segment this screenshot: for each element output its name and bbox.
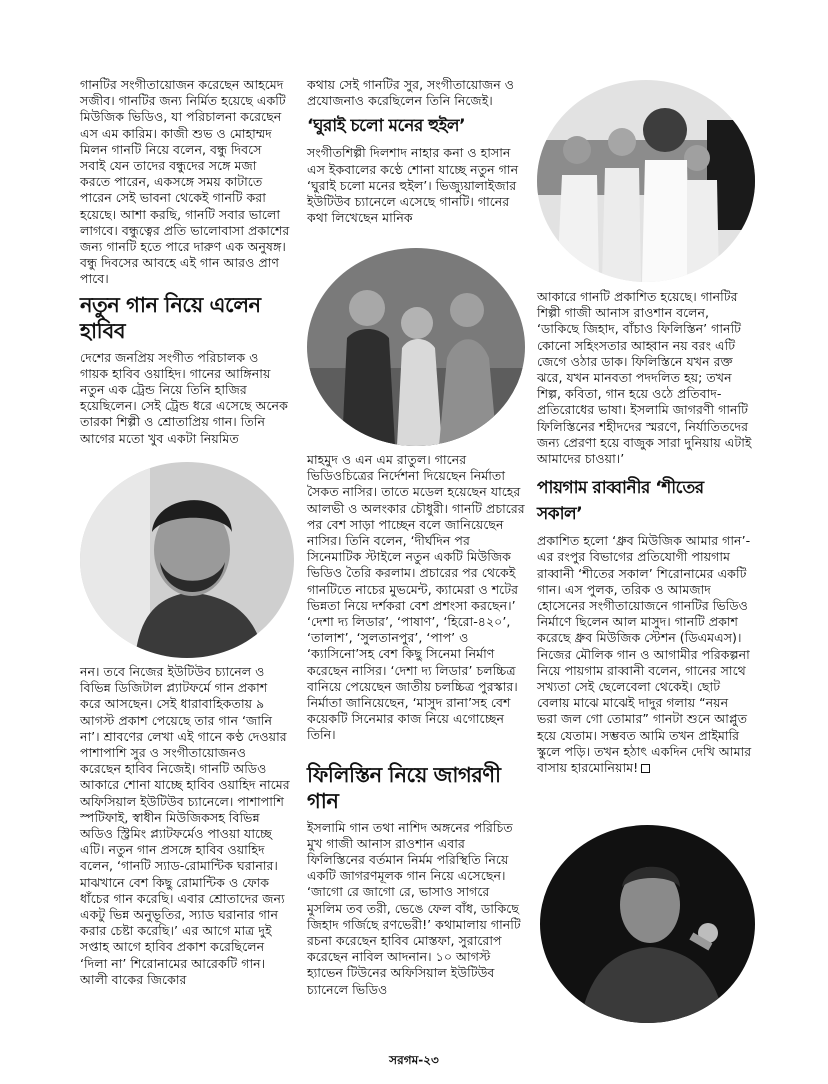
column-1-bottom (80, 664, 290, 988)
payagam-body-text: প্রকাশিত হলো ‘ধ্রুব মিউজিক আমার গান’-এর রংপুর বিভাগের প্রতিযোগী পায়গাম রাব্বানী ‘শীতের সকাল’ শিরোনামের একটি গান। এস পুলক, তরিক ও আমজাদ হোসেনের সংগীতায়োজনে গানটির ভিডিও নির্মাণে ছিলেন আল মাসুদ। গানটি প্রকাশ করেছে ধ্রুব মিউজিক স্টেশন (ডিএমএস)। নিজের মৌলিক গান ও আগামীর পরিকল্পনা নিয়ে পায়গাম রাব্বানী বলেন, গানের সাথে সখ্যতা সেই ছেলেবেলা থেকেই। ছোট বেলায় মাঝে মাঝেই দাদুর গলায় “নয়ন ভরা জল গো তোমার” গানটা শুনে আপ্লুত হয়ে যেতাম। সম্ভবত আমি তখন প্রাইমারি স্কুলে পড়ি। তখন হঠাৎ একদিন দেখি আমার বাসায় হারমোনিয়াম! (537, 533, 752, 776)
end-mark-icon (641, 764, 650, 773)
column-3-top (537, 289, 752, 776)
habib-body-part1: দেশের জনপ্রিয় সংগীত পরিচালক ও গায়ক হাবিব ওয়াহিদ। গানের আঙ্গিনায় নতুন এক ট্রেন্ড নিয়ে তিনি হাজির হয়েছিলেন। সেই ট্রেন্ড ধরে এসেছে অনেক তারকা শিল্পী ও শ্রোতাপ্রিয় গান। তিনি আগের মতো খুব একটা নিয়মিত (80, 349, 288, 446)
ghurai-body-part1: সংগীতশিল্পী দিলশাদ নাহার কনা ও হাসান এস ইকবালের কণ্ঠে শোনা যাচ্ছে নতুন গান ‘ঘুরাই চলো মনের হুইল’। ভিজ্যুয়ালাইজার ইউটিউব চ্যানেলে এসেছে গানটি। গানের কথা লিখেছেন মানিক (307, 145, 519, 226)
ghurai-music-video-photo (307, 248, 525, 446)
column-2-top (307, 77, 525, 226)
payagam-headline: পায়গাম রাব্বানীর ‘শীতের সকাল’ (537, 478, 704, 525)
habib-headline: নতুন গান নিয়ে এলেন হাবিব (80, 292, 261, 343)
nasheed-group-photo (537, 80, 755, 282)
jiko-continuation: কথায় সেই গানটির সুর, সংগীতায়োজন ও প্রযোজনাও করেছিলেন তিনি নিজেই। (307, 77, 514, 109)
habib-wahid-photo (80, 462, 294, 658)
palestine-body-part1: ইসলামি গান তথা নাশিদ অঙ্গনের পরিচিত মুখ গাজী আনাস রাওশান এবার ফিলিস্তিনের বর্তমান নির্মম পরিস্থিতি নিয়ে একটি জাগরণমূলক গান নিয়ে এসেছেন। ‘জাগো রে জাগো রে, ভাসাও সাগরে মুসলিম তব তরী, ভেঙে ফেল বাঁধ, ডাকিছে জিহাদ গর্জিছে রণভেরী!’ কথামালায় গানটি রচনা করেছেন হাবিব মোস্তফা, সুরারোপ করেছেন নাবিল আদনান। ১০ আগস্ট হ্যাভেন টিউনের অফিসিয়াল ইউটিউব চ্যানেলে ভিডিও (307, 819, 521, 997)
friendship-song-continuation: গানটির সংগীতায়োজন করেছেন আহমেদ সজীব। গানটির জন্য নির্মিত হয়েছে একটি মিউজিক ভিডিও, যা পরিচালনা করেছেন এস এম কারিম। কাজী শুভ ও মোহাম্মদ মিলন গানটি নিয়ে বলেন, বন্ধু দিবসে সবাই যেন তাদের বন্ধুদের সঙ্গে মজা করতে পারেন, একসঙ্গে সময় কাটাতে পারেন সেই ভাবনা থেকেই গানটি করা হয়েছে। আশা করছি, গানটি সবার ভালো লাগবে। বন্ধুত্বের প্রতি ভালোবাসা প্রকাশের জন্য গানটি হতে পারে দারুণ এক অনুষঙ্গ। বন্ধু দিবসের আবহে এই গান আরও প্রাণ পাবে। (80, 77, 290, 287)
payagam-rabbani-photo (540, 825, 755, 1023)
column-1-top (80, 77, 290, 447)
palestine-body-part2: আকারে গানটি প্রকাশিত হয়েছে। গানটির শিল্পী গাজী আনাস রাওশান বলেন, ‘ডাকিছে জিহাদ, বাঁচাও ফিলিস্তিন’ গানটি কোনো সহিংসতার আহ্বান নয় বরং এটি জেগে ওঠার ডাক। ফিলিস্তিনে যখন রক্ত ঝরে, যখন মানবতা পদদলিত হয়; তখন শিল্প, কবিতা, গান হয়ে ওঠে প্রতিবাদ-প্রতিরোধের ভাষা। ইসলামি জাগরণী গানটি ফিলিস্তিনের শহীদদের স্মরণে, নির্যাতিতদের জন্য প্রেরণা হয়ে বাজুক সারা দুনিয়ায় এটাই আমাদের চাওয়া।’ (537, 289, 752, 467)
ghurai-body-part2: মাহমুদ ও এন এম রাতুল। গানের ভিডিওচিত্রের নির্দেশনা দিয়েছেন নির্মাতা সৈকত নাসির। তাতে মডেল হয়েছেন যাহের আলভী ও অলংকার চৌধুরী। গানটি প্রচারের পর বেশ সাড়া পাচ্ছেন বলে জানিয়েছেন নাসির। তিনি বলেন, ‘দীর্ঘদিন পর সিনেমাটিক স্টাইলে নতুন একটি মিউজিক ভিডিও তৈরি করলাম। প্রচারের পর থেকেই গানটিতে নাচের মুভমেন্ট, ক্যামেরা ও শটের ভিন্নতা নিয়ে দর্শকরা বেশ প্রশংসা করছেন।’ ‘দেশা দ্য লিডার’, ‘পাষাণ’, ‘হিরো-৪২০’, ‘তালাশ’, ‘সুলতানপুর’, ‘পাপ’ ও ‘ক্যাসিনো’সহ বেশ কিছু সিনেমা নির্মাণ করেছেন নাসির। ‘দেশা দ্য লিডার’ চলচ্চিত্র বানিয়ে পেয়েছেন জাতীয় চলচ্চিত্র পুরস্কার। নির্মাতা জানিয়েছেন, ‘মাসুদ রানা’সহ বেশ কয়েকটি সিনেমার কাজ নিয়ে এগোচ্ছেন তিনি। (307, 452, 525, 743)
column-2-middle (307, 452, 525, 998)
page-number: সরগম-২৩ (389, 1053, 439, 1067)
palestine-headline: ফিলিস্তিন নিয়ে জাগরণী গান (307, 762, 501, 813)
ghurai-headline: ‘ঘুরাই চলো মনের হুইল’ (307, 116, 466, 137)
habib-body-part2: নন। তবে নিজের ইউটিউব চ্যানেল ও বিভিন্ন ডিজিটাল প্ল্যাটফর্মে গান প্রকাশ করে আসছেন। সেই ধারাবাহিকতায় ৯ আগস্ট প্রকাশ পেয়েছে তার গান ‘জানি না’। শ্রাবণের লেখা এই গানে কণ্ঠ দেওয়ার পাশাপাশি সুর ও সংগীতায়োজনও করেছেন হাবিব নিজেই। গানটি অডিও আকারে শোনা যাচ্ছে হাবিব ওয়াহিদ নামের অফিসিয়াল ইউটিউব চ্যানেলে। পাশাপাশি স্পটিফাই, স্বাধীন মিউজিকসহ বিভিন্ন অডিও স্ট্রিমিং প্ল্যাটফর্মেও পাওয়া যাচ্ছে এটি। নতুন গান প্রসঙ্গে হাবিব ওয়াহিদ বলেন, ‘গানটি স্যাড-রোমান্টিক ঘরানার। মাঝখানে বেশ কিছু রোমান্টিক ও ফোক ধাঁচের গান করেছি। এবার শ্রোতাদের জন্য একটু ভিন্ন অনুভূতির, স্যাড ঘরানার গান করার চেষ্টা করেছি।’ এর আগে মাত্র দুই সপ্তাহ আগে হাবিব প্রকাশ করেছিলেন ‘দিলা না’ শিরোনামের আরেকটি গান। আলী বাকের জিকোর (80, 664, 290, 987)
payagam-body (537, 533, 752, 776)
